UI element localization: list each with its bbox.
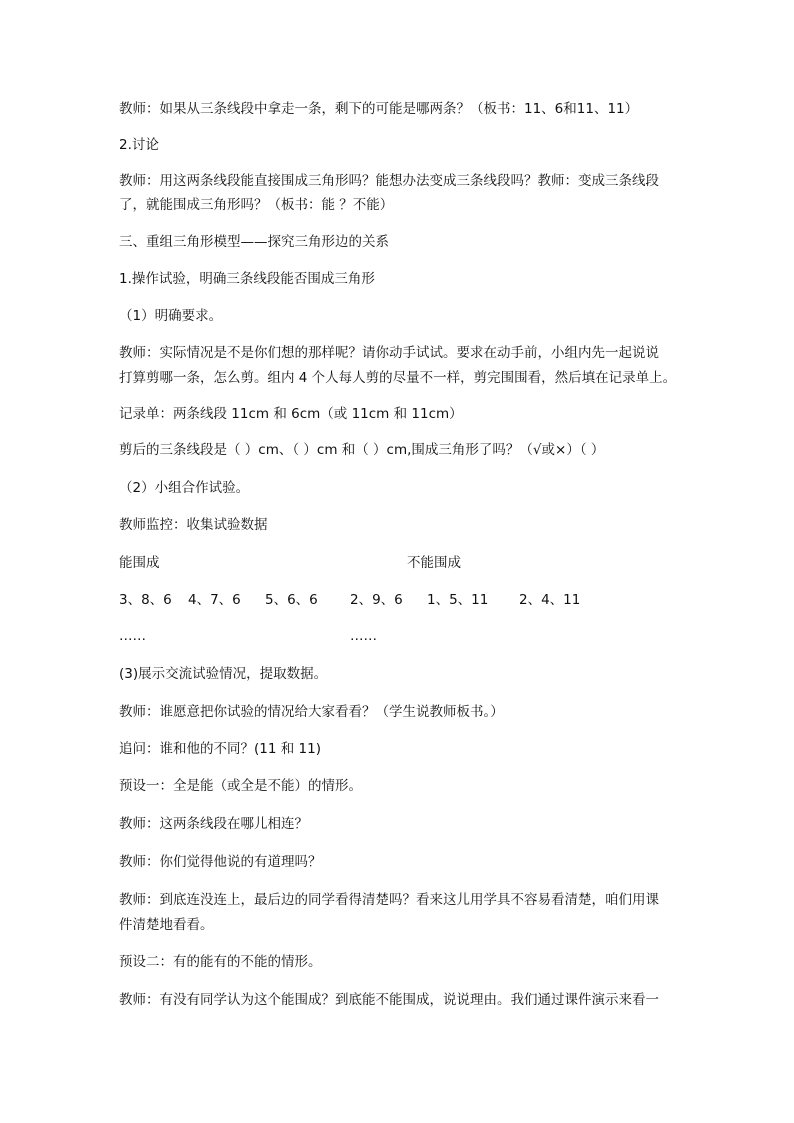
paragraph-preset-2: 预设二：有的能有的不能的情形。 bbox=[119, 954, 322, 970]
cannot-cell: 2、9、6 bbox=[350, 592, 403, 608]
ellipsis-can: …… bbox=[119, 628, 146, 644]
paragraph-requirement-2: 打算剪哪一条，怎么剪。组内 4 个人每人剪的尽量不一样，剪完围围看，然后填在记录单上。 bbox=[119, 370, 677, 386]
paragraph-teacher-courseware-2: 件清楚地看看。 bbox=[119, 917, 214, 933]
subheading-display: (3)展示交流试验情况，提取数据。 bbox=[119, 666, 328, 682]
heading-discussion: 2.讨论 bbox=[119, 137, 159, 153]
paragraph-follow-up: 追问：谁和他的不同？(11 和 11) bbox=[119, 741, 321, 757]
cannot-cell: 2、4、11 bbox=[519, 592, 581, 608]
subheading-operation: 1.操作试验，明确三条线段能否围成三角形 bbox=[119, 271, 375, 287]
section-heading-3: 三、重组三角形模型——探究三角形边的关系 bbox=[119, 234, 389, 250]
can-cell: 5、6、6 bbox=[265, 592, 318, 608]
paragraph-requirement-1: 教师：实际情况是不是你们想的那样呢？请你动手试试。要求在动手前，小组内先一起说说 bbox=[119, 345, 659, 361]
paragraph-teacher-where: 教师：这两条线段在哪儿相连？ bbox=[119, 816, 308, 832]
paragraph-teacher-courseware-1: 教师：到底连没连上，最后边的同学看得清楚吗？看来这儿用学具不容易看清楚，咱们用课 bbox=[119, 892, 659, 908]
paragraph-preset-1: 预设一：全是能（或全是不能）的情形。 bbox=[119, 778, 362, 794]
record-fill-line: 剪后的三条线段是（ ）cm、（ ）cm 和（ ）cm,围成三角形了吗？（√或×）（ ） bbox=[119, 442, 605, 458]
paragraph-teacher-discussion-2: 了，就能围成三角形吗？（板书：能 ？不能） bbox=[119, 197, 394, 213]
paragraph-teacher-share: 教师：谁愿意把你试验的情况给大家看看？（学生说教师板书。） bbox=[119, 704, 504, 720]
paragraph-teacher-demo: 教师：有没有同学认为这个能围成？到底能不能围成，说说理由。我们通过课件演示来看一 bbox=[119, 992, 659, 1008]
paragraph-monitor: 教师监控：收集试验数据 bbox=[119, 517, 268, 533]
can-cell: 4、7、6 bbox=[188, 592, 241, 608]
table-data-row bbox=[119, 591, 679, 609]
can-cell: 3、8、6 bbox=[119, 592, 172, 608]
table-header-row bbox=[119, 554, 679, 572]
header-can: 能围成 bbox=[119, 555, 160, 571]
subheading-group-test: （2）小组合作试验。 bbox=[119, 480, 250, 496]
paragraph-teacher-discussion-1: 教师：用这两条线段能直接围成三角形吗？能想办法变成三条线段吗？教师：变成三条线段 bbox=[119, 173, 659, 189]
table-ellipsis-row bbox=[119, 627, 679, 645]
subheading-requirement: （1）明确要求。 bbox=[119, 308, 223, 324]
paragraph-teacher-question: 教师：如果从三条线段中拿走一条，剩下的可能是哪两条？（板书：11、6和11、11） bbox=[119, 101, 639, 117]
record-sheet-line: 记录单：两条线段 11cm 和 6cm（或 11cm 和 11cm） bbox=[119, 406, 463, 422]
ellipsis-cannot: …… bbox=[350, 628, 377, 644]
paragraph-teacher-reason: 教师：你们觉得他说的有道理吗？ bbox=[119, 854, 322, 870]
cannot-cell: 1、5、11 bbox=[427, 592, 489, 608]
header-cannot: 不能围成 bbox=[407, 555, 461, 571]
